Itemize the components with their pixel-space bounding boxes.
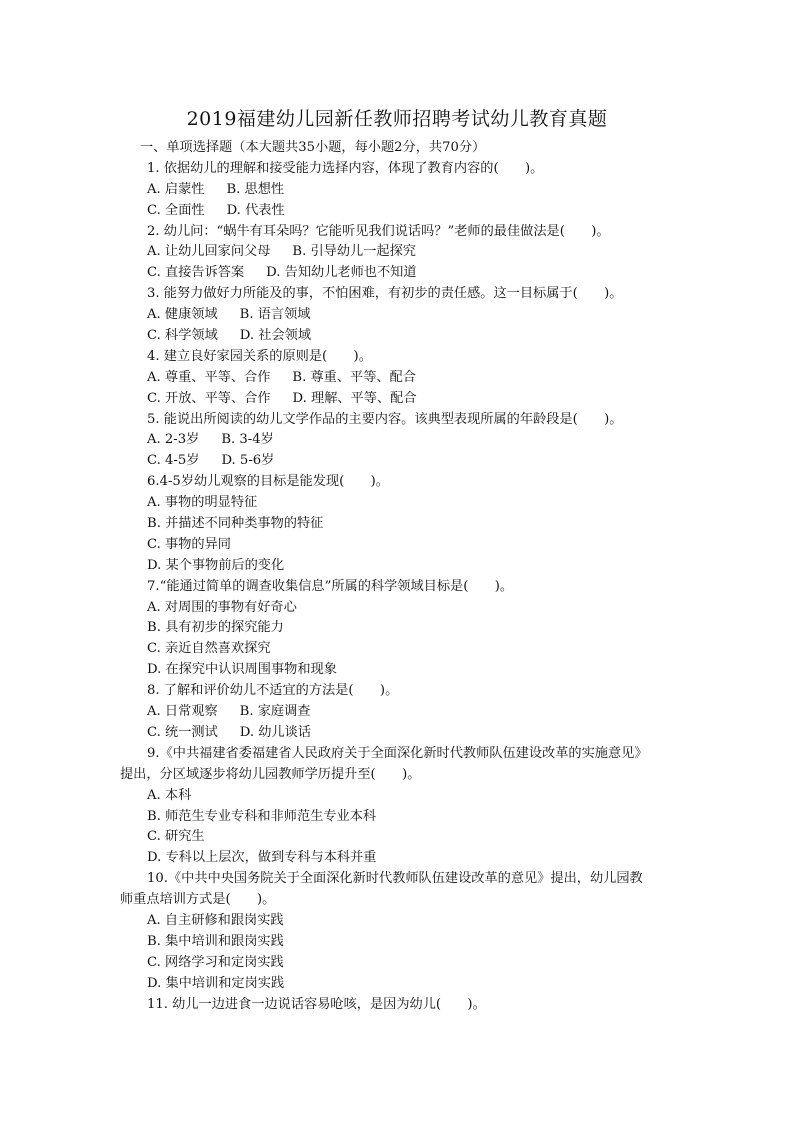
option-b: B. 家庭调查 xyxy=(239,704,311,720)
option-c: C. 统一测试 xyxy=(147,724,218,740)
option-c: C. 开放、平等、合作 xyxy=(147,390,271,406)
question-2-options-ab xyxy=(0,242,794,263)
option-b: B. 尊重、平等、配合 xyxy=(292,369,416,385)
option-b: B. 3-4岁 xyxy=(221,432,274,448)
question-10-option-d: D. 集中培训和定岗实践 xyxy=(147,975,285,991)
question-2-stem: 2. 幼儿问：“蜗牛有耳朵吗？它能听见我们说话吗？”老师的最佳做法是( )。 xyxy=(147,223,610,239)
question-1-options-cd xyxy=(0,201,794,222)
section-heading: 一、单项选择题（本大题共35小题，每小题2分，共70分） xyxy=(140,140,486,155)
option-d: D. 理解、平等、配合 xyxy=(292,390,417,406)
option-b: B. 引导幼儿一起探究 xyxy=(292,244,416,260)
question-10-option-b: B. 集中培训和跟岗实践 xyxy=(147,933,284,949)
option-d: D. 幼儿谈话 xyxy=(239,724,312,740)
question-9-option-a: A. 本科 xyxy=(147,787,192,803)
question-3-stem: 3. 能努力做好力所能及的事，不怕困难，有初步的责任感。这一目标属于( )。 xyxy=(147,286,623,302)
question-4-options-cd xyxy=(0,389,794,410)
question-9-option-d: D. 专科以上层次，做到专科与本科并重 xyxy=(147,850,377,866)
document-title: 2019福建幼儿园新任教师招聘考试幼儿教育真题 xyxy=(186,108,608,130)
question-5-stem: 5. 能说出所阅读的幼儿文学作品的主要内容。该典型表现所属的年龄段是( )。 xyxy=(147,411,623,427)
question-7-option-b: B. 具有初步的探究能力 xyxy=(147,620,284,636)
question-9-stem-line1: 9.《中共福建省委福建省人民政府关于全面深化新时代教师队伍建设改革的实施意见》 xyxy=(147,745,648,761)
question-6-stem: 6.4-5岁幼儿观察的目标是能发现( )。 xyxy=(147,474,389,490)
option-a: A. 健康领域 xyxy=(147,307,218,323)
option-d: D. 社会领域 xyxy=(239,328,312,344)
option-c: C. 4-5岁 xyxy=(147,453,200,469)
question-6-option-b: B. 并描述不同种类事物的特征 xyxy=(147,516,324,532)
question-11-stem: 11. 幼儿一边进食一边说话容易呛咳，是因为幼儿( )。 xyxy=(147,996,486,1012)
question-8-stem: 8. 了解和评价幼儿不适宜的方法是( )。 xyxy=(147,683,399,699)
option-a: A. 日常观察 xyxy=(147,704,218,720)
question-3-options-ab xyxy=(0,305,794,326)
question-4-stem: 4. 建立良好家园关系的原则是( )。 xyxy=(147,348,372,364)
option-a: A. 2-3岁 xyxy=(147,432,200,448)
option-c: C. 全面性 xyxy=(147,202,205,218)
question-7-option-d: D. 在探究中认识周围事物和现象 xyxy=(147,662,337,678)
option-d: D. 告知幼儿老师也不知道 xyxy=(266,265,417,281)
option-c: C. 科学领域 xyxy=(147,328,218,344)
question-8-options-ab xyxy=(0,702,794,723)
question-1-options-ab xyxy=(0,180,794,201)
question-10-stem-line1: 10.《中共中央国务院关于全面深化新时代教师队伍建设改革的意见》提出，幼儿园教 xyxy=(147,871,643,887)
option-a: A. 启蒙性 xyxy=(147,181,205,197)
question-9-option-c: C. 研究生 xyxy=(147,829,205,845)
question-5-options-cd xyxy=(0,451,794,472)
question-10-option-c: C. 网络学习和定岗实践 xyxy=(147,954,284,970)
question-7-option-a: A. 对周围的事物有好奇心 xyxy=(147,599,297,615)
question-3-options-cd xyxy=(0,326,794,347)
option-b: B. 语言领域 xyxy=(239,307,311,323)
question-10-option-a: A. 自主研修和跟岗实践 xyxy=(147,912,284,928)
question-10-stem-line2: 师重点培训方式是( )。 xyxy=(120,892,276,908)
question-9-stem-line2: 提出，分区域逐步将幼儿园教师学历提升至( )。 xyxy=(120,766,421,782)
question-6-option-d: D. 某个事物前后的变化 xyxy=(147,557,285,573)
question-7-option-c: C. 亲近自然喜欢探究 xyxy=(147,641,271,657)
question-6-option-c: C. 事物的异同 xyxy=(147,536,231,552)
option-a: A. 让幼儿回家问父母 xyxy=(147,244,271,260)
option-c: C. 直接告诉答案 xyxy=(147,265,245,281)
question-2-options-cd xyxy=(0,263,794,284)
question-8-options-cd xyxy=(0,723,794,744)
option-d: D. 5-6岁 xyxy=(221,453,275,469)
question-4-options-ab xyxy=(0,368,794,389)
question-5-options-ab xyxy=(0,430,794,451)
question-1-stem: 1. 依据幼儿的理解和接受能力选择内容，体现了教育内容的( )。 xyxy=(147,160,544,176)
option-d: D. 代表性 xyxy=(226,202,285,218)
option-b: B. 思想性 xyxy=(226,181,285,197)
question-6-option-a: A. 事物的明显特征 xyxy=(147,495,258,511)
question-list xyxy=(0,138,794,1015)
question-7-stem: 7.“能通过简单的调查收集信息”所属的科学领域目标是( )。 xyxy=(147,578,514,594)
option-a: A. 尊重、平等、合作 xyxy=(147,369,271,385)
question-9-option-b: B. 师范生专业专科和非师范生专业本科 xyxy=(147,808,377,824)
